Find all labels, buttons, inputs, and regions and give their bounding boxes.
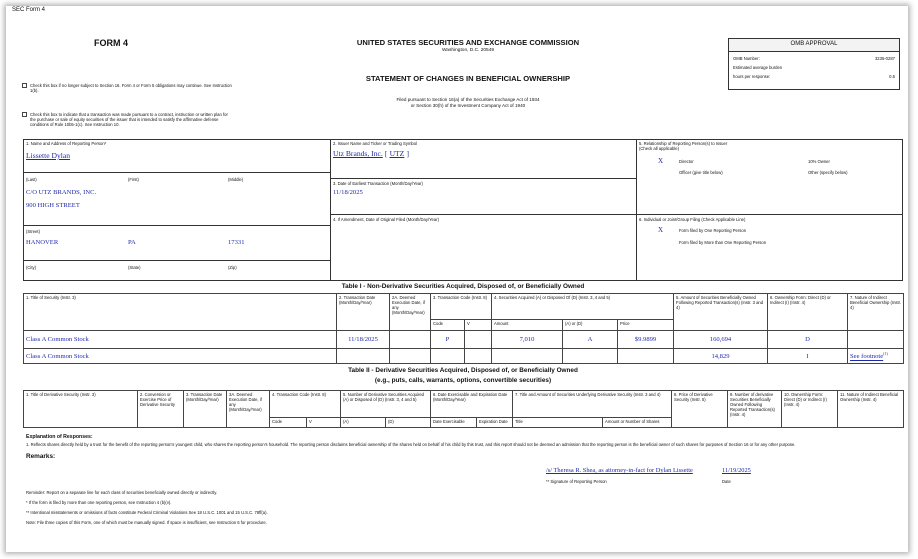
t1-r2-deemed xyxy=(390,349,431,364)
t1-r2-owned: 14,829 xyxy=(674,349,768,364)
explanation-footnote: 1. Reflects shares directly held by a trust for the benefit of the reporting person's youngest child, who shares the reporting person's household. The reporting person disclaims beneficial ownership of the shares held on behalf of his child by this trust, and this report should not be deemed an admission that the reporting person is the beneficial owner of such shares for purposes of Section 16 or for any other purpose. xyxy=(26,442,796,447)
t1-h-deemed: 2A. Deemed Execution Date, if any (Month/Day/Year) xyxy=(390,294,431,331)
t2-h-date: 3. Transaction Date (Month/Day/Year) xyxy=(184,391,227,428)
other-label: Other (specify below) xyxy=(808,170,848,175)
t2-h-conversion: 2. Conversion or Exercise Price of Derivative Security xyxy=(138,391,184,428)
t2-sub-exercisable: Date Exercisable xyxy=(431,418,477,428)
t1-h-aord-sub: (A) or (D) xyxy=(563,320,618,331)
t2-h-price: 8. Price of Derivative Security (Instr. 5) xyxy=(672,391,728,428)
state-value: PA xyxy=(128,239,136,246)
reminder-line: Reminder: Report on a separate line for each class of securities beneficially owned directly or indirectly. xyxy=(26,490,218,495)
t1-r2-v xyxy=(465,349,492,364)
zip-label: (Zip) xyxy=(228,265,237,270)
t2-h-nature: 11. Nature of Indirect Beneficial Ownership (Instr. 4) xyxy=(838,391,904,428)
corner-label: SEC Form 4 xyxy=(12,7,46,13)
earliest-transaction-label: 3. Date of Earliest Transaction (Month/Day/Year) xyxy=(333,181,423,186)
t2-h-title: 1. Title of Derivative Security (Instr. 3) xyxy=(24,391,138,428)
t1-h-owned: 5. Amount of Securities Beneficially Owned Following Reported Transaction(s) (Instr. 3 and 4) xyxy=(674,294,768,331)
t2-h-owned: 9. Number of derivative Securities Beneficially Owned Following Reported Transaction(s) (Instr. 4) xyxy=(728,391,782,428)
address-line1: C/O UTZ BRANDS, INC. xyxy=(26,189,97,196)
city-value: HANOVER xyxy=(26,239,59,246)
relationship-label: 5. Relationship of Reporting Person(s) to Issuer xyxy=(639,141,728,146)
issuer-line xyxy=(333,149,409,158)
signature-date-label: Date xyxy=(722,479,731,484)
issuer-ticker[interactable]: UTZ xyxy=(389,149,405,158)
state-label: (State) xyxy=(128,265,141,270)
director-mark[interactable]: X xyxy=(658,157,664,165)
issuer-name[interactable]: Utz Brands, Inc. xyxy=(333,149,383,158)
signature-label: ** Signature of Reporting Person xyxy=(546,479,607,484)
t1-r1-owned: 160,694 xyxy=(674,331,768,349)
form-title: FORM 4 xyxy=(94,38,129,48)
t1-r1-date: 11/18/2025 xyxy=(337,331,390,349)
amendment-label: 4. If Amendment, Date of Original Filed (Month/Day/Year) xyxy=(333,217,439,222)
t2-h-number: 5. Number of Derivative Securities Acquired (A) or Disposed of (D) (Instr. 3, 4 and 5) xyxy=(341,391,431,418)
filed-pursuant-1: Filed pursuant to Section 16(a) of the Securities Exchange Act of 1934 xyxy=(396,97,540,102)
agency-location: Washington, D.C. 20549 xyxy=(441,48,495,53)
table1-grid xyxy=(23,293,904,364)
earliest-transaction-date: 11/18/2025 xyxy=(333,189,363,196)
reporting-person-name[interactable]: Lissette Dylan xyxy=(26,151,71,160)
t1-r1-form: D xyxy=(768,331,848,349)
t1-r1-security: Class A Common Stock xyxy=(24,331,337,349)
reminder-line: ** Intentional misstatements or omissions of facts constitute Federal Criminal Violations See 18 U.S.C. 1001 and 15 U.S.C. 78ff(a). xyxy=(26,510,268,515)
table2-title: Table II - Derivative Securities Acquired, Disposed of, or Beneficially Owned xyxy=(348,367,578,374)
section16-checkbox[interactable] xyxy=(22,83,27,88)
filing-label: 6. Individual or Joint/Group Filing (Check Applicable Line) xyxy=(639,217,746,222)
t1-h-nature: 7. Nature of Indirect Beneficial Ownership (Instr. 4) xyxy=(848,294,904,331)
footnote-ref[interactable]: (1) xyxy=(883,351,888,357)
t1-r2-aord xyxy=(563,349,618,364)
agency-name: UNITED STATES SECURITIES AND EXCHANGE COMMISSION xyxy=(356,38,580,47)
remarks-label: Remarks: xyxy=(26,453,56,460)
omb-number-value: 3235-0287 xyxy=(874,56,895,61)
explanation-label: Explanation of Responses: xyxy=(26,434,93,440)
t1-r1-deemed xyxy=(390,331,431,349)
ten-pct-owner-label: 10% Owner xyxy=(808,159,830,164)
t1-h-date: 2. Transaction Date (Month/Day/Year) xyxy=(337,294,390,331)
relationship-sub: (Check all applicable) xyxy=(639,146,680,151)
director-label: Director xyxy=(679,159,694,164)
reminder-line: Note: File three copies of this Form, one of which must be manually signed. If space is insufficient, see Instruction 6 for procedure. xyxy=(26,520,267,525)
table-row xyxy=(24,349,904,364)
first-label: (First) xyxy=(128,177,139,182)
t1-h-price-sub: Price xyxy=(618,320,674,331)
signature-date: 11/19/2025 xyxy=(722,467,751,474)
section16-note: Check this box if no longer subject to Section 16. Form 4 or Form 5 obligations may continue. See Instruction 1(b). xyxy=(30,83,232,93)
table2-subtitle: (e.g., puts, calls, warrants, options, convertible securities) xyxy=(374,377,552,384)
t1-r1-aord: A xyxy=(563,331,618,349)
rule10b5-note: Check this box to indicate that a transaction was made pursuant to a contract, instruction or written plan for the purchase or sale of equity securities of the issuer that is intended to satisfy the affirmative defense conditions of Rule 10b5-1(c). See Instruction 10. xyxy=(30,112,228,127)
ticker-close: ] xyxy=(406,149,409,158)
t2-h-code: 4. Transaction Code (Instr. 8) xyxy=(270,391,341,418)
t2-h-exercisable: 6. Date Exercisable and Expiration Date (Month/Day/Year) xyxy=(431,391,513,418)
omb-title: OMB APPROVAL xyxy=(790,41,838,47)
statement-title: STATEMENT OF CHANGES IN BENEFICIAL OWNERSHIP xyxy=(365,74,571,83)
reminder-line: * If the form is filed by more than one reporting person, see Instruction 4 (b)(v). xyxy=(26,500,172,505)
t1-r2-amount xyxy=(492,349,563,364)
omb-hours-value: 0.5 xyxy=(889,74,895,79)
t2-sub-expiration: Expiration Date xyxy=(477,418,513,428)
reporting-person-label: 1. Name and Address of Reporting Person* xyxy=(26,141,107,146)
omb-burden-label: Estimated average burden xyxy=(733,65,783,70)
more-person-label: Form filed by More than One Reporting Person xyxy=(679,240,767,245)
t1-h-form: 6. Ownership Form: Direct (D) or Indirect (I) (Instr. 4) xyxy=(768,294,848,331)
t2-sub-a: (A) xyxy=(341,418,386,428)
omb-number-label: OMB Number: xyxy=(733,56,760,61)
footnote-link[interactable]: See footnote xyxy=(850,353,884,361)
filed-pursuant-2: or Section 30(h) of the Investment Company Act of 1940 xyxy=(410,103,526,108)
t1-h-acquired: 4. Securities Acquired (A) or Disposed Of (D) (Instr. 3, 4 and 5) xyxy=(492,294,674,320)
t1-r2-code xyxy=(431,349,465,364)
form4-document xyxy=(6,6,908,552)
one-person-mark[interactable]: X xyxy=(658,226,664,234)
t2-sub-amount: Amount or Number of Shares xyxy=(603,418,672,428)
t1-h-code: 3. Transaction Code (Instr. 8) xyxy=(431,294,492,320)
t2-sub-code: Code xyxy=(270,418,307,428)
address-line2: 900 HIGH STREET xyxy=(26,202,80,209)
t1-r1-v xyxy=(465,331,492,349)
t1-r2-date xyxy=(337,349,390,364)
omb-hours-label: hours per response: xyxy=(733,74,771,79)
t1-r1-price: $9.9899 xyxy=(618,331,674,349)
signature-name: /s/ Theresa R. Shea, as attorney-in-fact for Dylan Lissette xyxy=(546,467,693,474)
t1-r2-security: Class A Common Stock xyxy=(24,349,337,364)
table-row xyxy=(24,331,904,349)
t1-h-code-sub: Code xyxy=(431,320,465,331)
t1-r1-code: P xyxy=(431,331,465,349)
omb-approval-box xyxy=(728,38,900,90)
city-label: (City) xyxy=(26,265,37,270)
t2-h-deemed: 3A. Deemed Execution Date, if any (Month/Day/Year) xyxy=(227,391,270,428)
t2-sub-v: V xyxy=(307,418,341,428)
middle-label: (Middle) xyxy=(228,177,244,182)
street-label: (Street) xyxy=(26,229,40,234)
t1-r1-amount: 7,010 xyxy=(492,331,563,349)
t1-r2-price xyxy=(618,349,674,364)
t2-sub-d: (D) xyxy=(386,418,431,428)
issuer-label: 2. Issuer Name and Ticker or Trading Symbol xyxy=(333,141,418,146)
t2-h-form: 10. Ownership Form: Direct (D) or Indirect (I) (Instr. 4) xyxy=(782,391,838,428)
t1-r1-nature xyxy=(848,331,904,349)
one-person-label: Form filed by One Reporting Person xyxy=(679,228,747,233)
ticker-open: [ xyxy=(384,149,388,158)
table2-grid xyxy=(23,390,904,428)
t1-h-v-sub: V xyxy=(465,320,492,331)
zip-value: 17331 xyxy=(228,239,245,246)
t2-h-underlying: 7. Title and Amount of Securities Underlying Derivative Security (Instr. 3 and 4) xyxy=(513,391,672,418)
officer-label: Officer (give title below) xyxy=(679,170,723,175)
t1-r2-form: I xyxy=(768,349,848,364)
rule10b5-checkbox[interactable] xyxy=(22,112,27,117)
t1-r2-nature xyxy=(848,349,904,364)
t1-h-title: 1. Title of Security (Instr. 3) xyxy=(24,294,337,331)
last-label: (Last) xyxy=(26,177,37,182)
table1-title: Table I - Non-Derivative Securities Acquired, Disposed of, or Beneficially Owned xyxy=(341,283,585,290)
t2-sub-title: Title xyxy=(513,418,603,428)
t1-h-amount-sub: Amount xyxy=(492,320,563,331)
